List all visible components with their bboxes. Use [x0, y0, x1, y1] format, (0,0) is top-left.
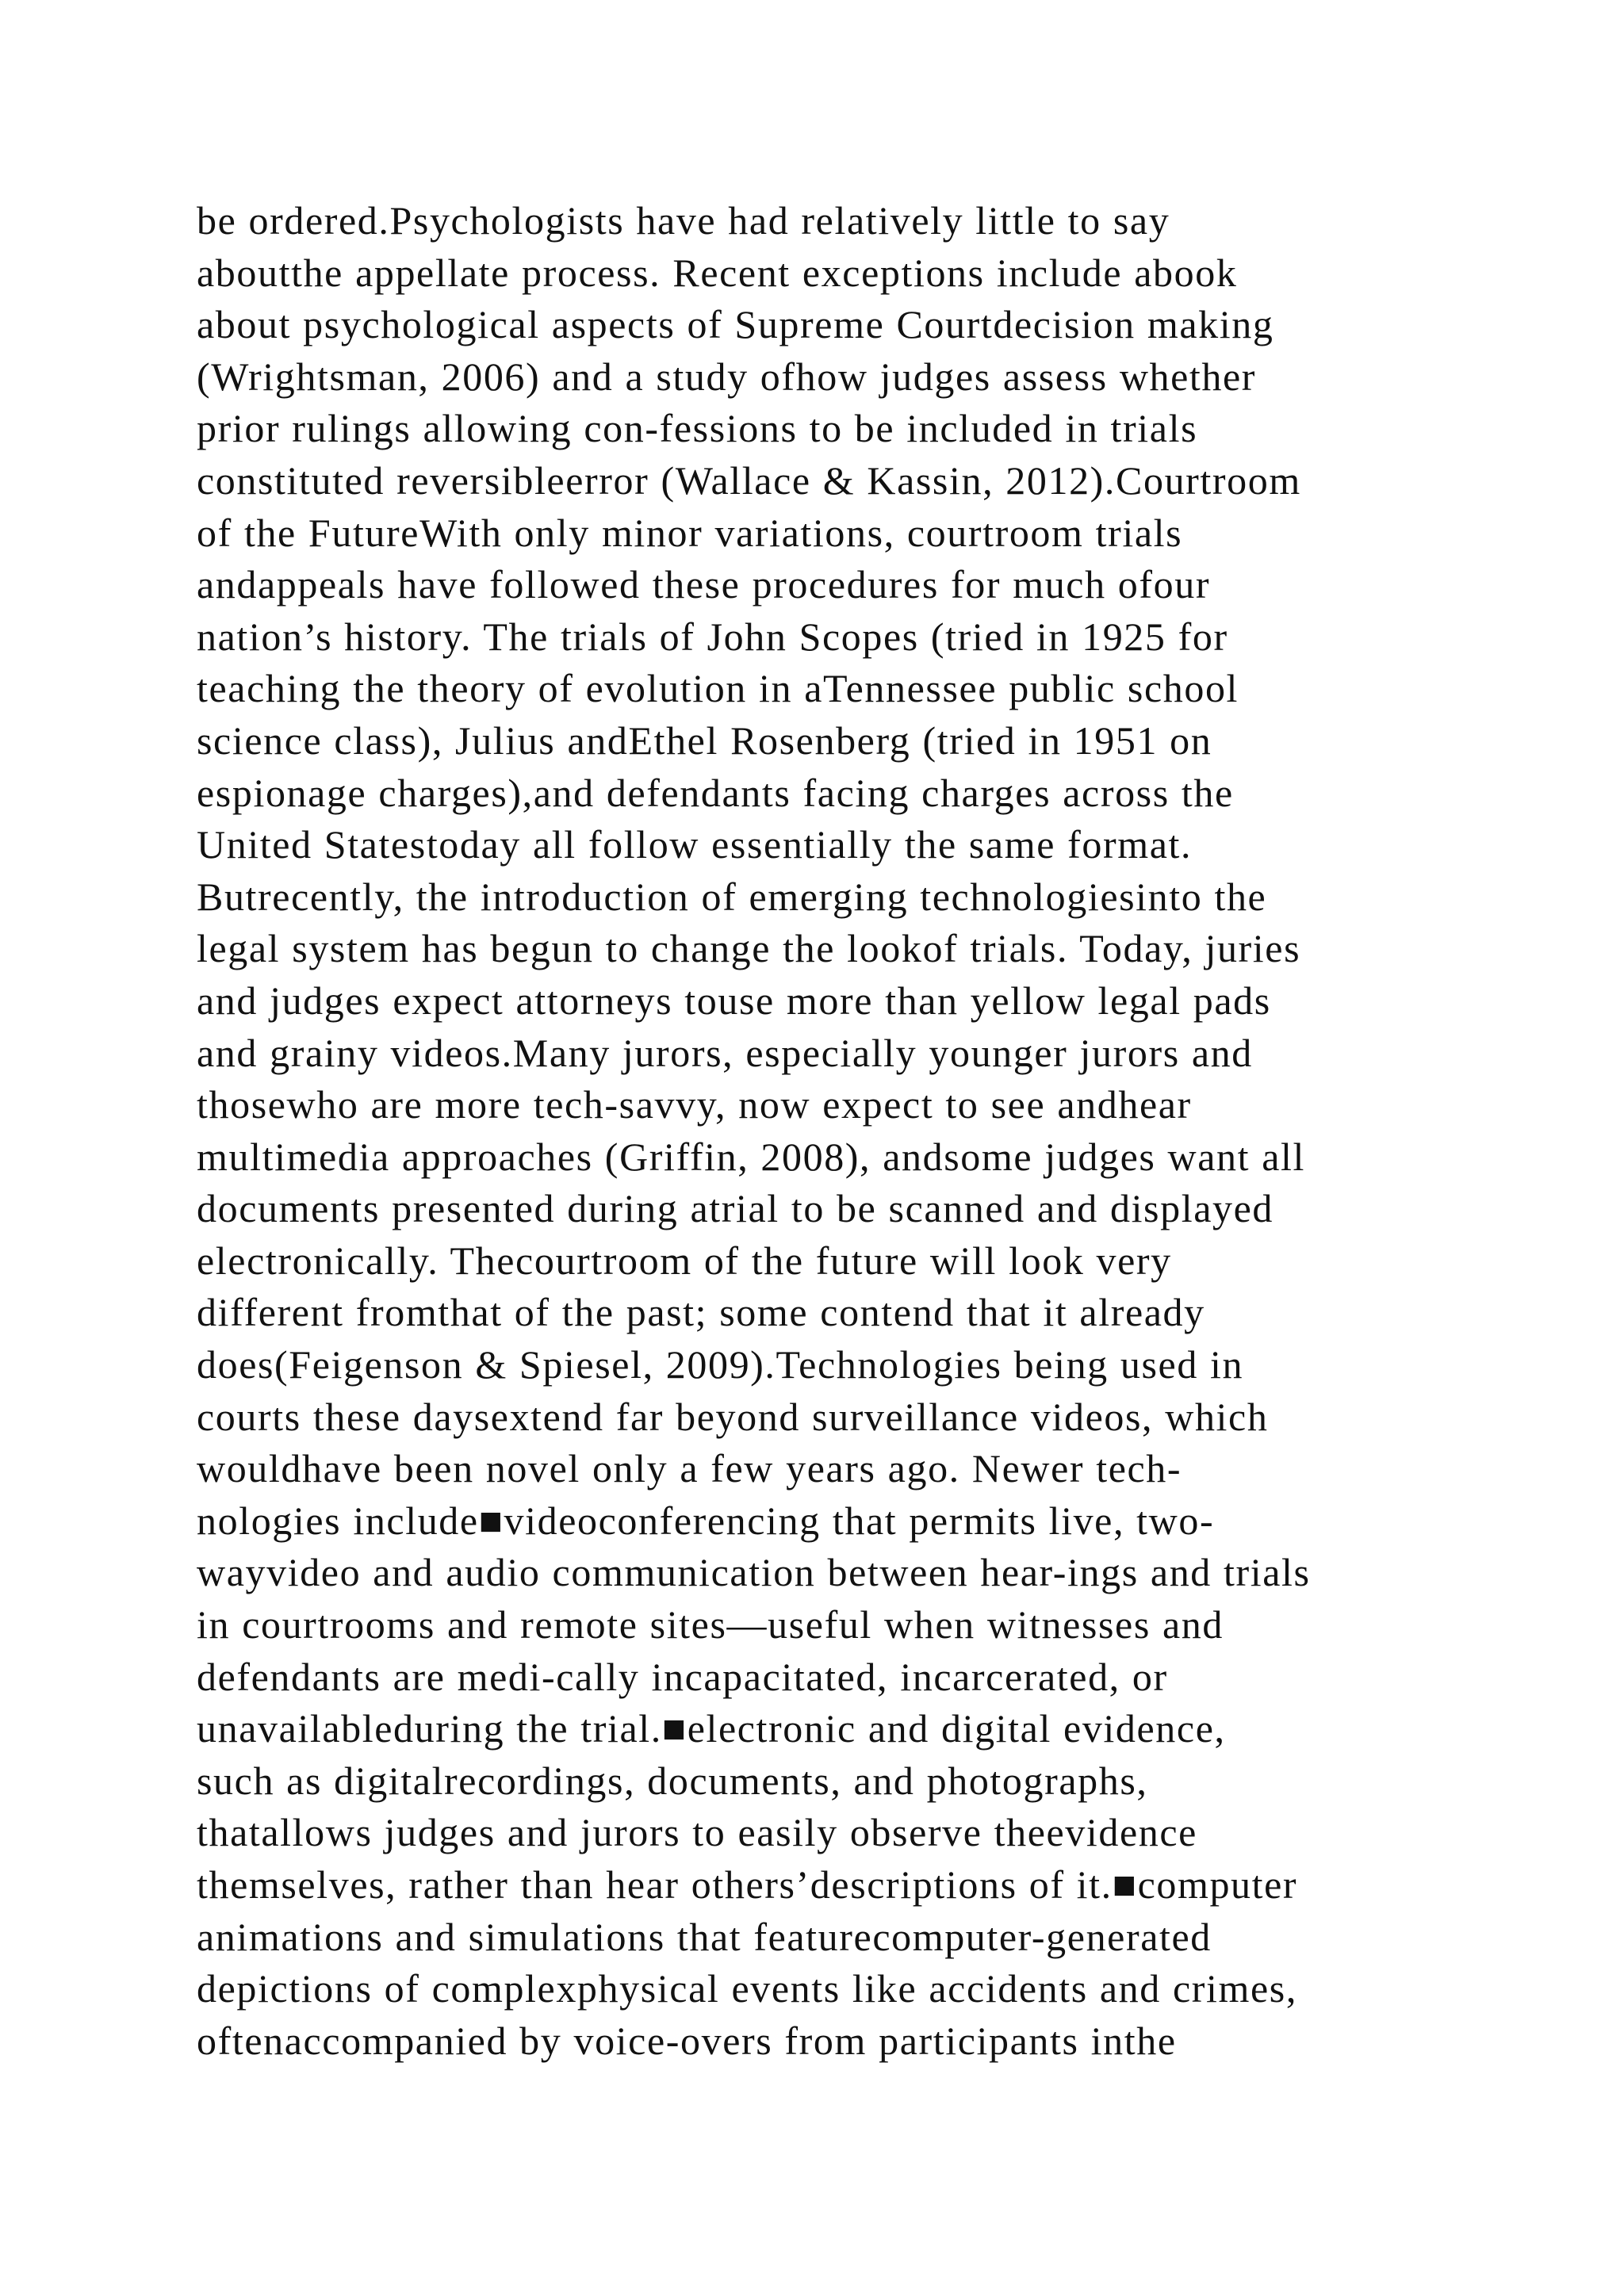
- text-line: United Statestoday all follow essentially the same format.: [197, 822, 1193, 867]
- text-line: constituted reversibleerror (Wallace & Kassin, 2012).Courtroom: [197, 457, 1301, 503]
- text-line: unavailableduring the trial.■electronic and digital evidence,: [197, 1706, 1226, 1751]
- text-line: science class), Julius andEthel Rosenberg (tried in 1951 on: [197, 718, 1212, 763]
- text-line: oftenaccompanied by voice-overs from participants inthe: [197, 2018, 1177, 2063]
- text-line: (Wrightsman, 2006) and a study ofhow judges assess whether: [197, 354, 1257, 399]
- text-line: does(Feigenson & Spiesel, 2009).Technologies being used in: [197, 1342, 1244, 1387]
- text-line: courts these daysextend far beyond surveillance videos, which: [197, 1394, 1269, 1439]
- text-line: and grainy videos.Many jurors, especially younger jurors and: [197, 1030, 1253, 1075]
- text-line: andappeals have followed these procedures for much ofour: [197, 562, 1211, 607]
- text-line: teaching the theory of evolution in aTennessee public school: [197, 666, 1239, 711]
- text-line: about psychological aspects of Supreme Courtdecision making: [197, 302, 1274, 347]
- text-line: espionage charges),and defendants facing charges across the: [197, 770, 1234, 815]
- text-line: animations and simulations that featurecomputer-generated: [197, 1914, 1212, 1959]
- text-line: defendants are medi-cally incapacitated, incarcerated, or: [197, 1654, 1168, 1699]
- text-line: thatallows judges and jurors to easily observe theevidence: [197, 1810, 1197, 1855]
- text-line: of the FutureWith only minor variations, courtroom trials: [197, 510, 1183, 555]
- text-line: electronically. Thecourtroom of the future will look very: [197, 1238, 1172, 1283]
- text-line: in courtrooms and remote sites—useful when witnesses and: [197, 1602, 1224, 1647]
- text-line: Butrecently, the introduction of emerging technologiesinto the: [197, 874, 1267, 919]
- text-line: such as digitalrecordings, documents, and photographs,: [197, 1758, 1148, 1803]
- text-line: nation’s history. The trials of John Scopes (tried in 1925 for: [197, 614, 1228, 659]
- text-line: legal system has begun to change the lookof trials. Today, juries: [197, 926, 1301, 971]
- text-line: documents presented during atrial to be scanned and displayed: [197, 1186, 1274, 1231]
- body-text: [197, 195, 1513, 2067]
- text-line: prior rulings allowing con-fessions to be included in trials: [197, 406, 1198, 451]
- text-line: and judges expect attorneys touse more than yellow legal pads: [197, 978, 1271, 1023]
- text-line: multimedia approaches (Griffin, 2008), andsome judges want all: [197, 1134, 1305, 1179]
- text-line: thosewho are more tech-savvy, now expect to see andhear: [197, 1082, 1192, 1127]
- text-line: nologies include■videoconferencing that permits live, two-: [197, 1498, 1215, 1543]
- text-line: be ordered.Psychologists have had relatively little to say: [197, 198, 1170, 243]
- text-line: aboutthe appellate process. Recent exceptions include abook: [197, 250, 1238, 295]
- text-line: themselves, rather than hear others’descriptions of it.■computer: [197, 1862, 1298, 1907]
- text-line: different fromthat of the past; some contend that it already: [197, 1290, 1205, 1335]
- text-line: wouldhave been novel only a few years ago. Newer tech-: [197, 1446, 1182, 1491]
- text-line: wayvideo and audio communication between hear-ings and trials: [197, 1550, 1311, 1595]
- text-line: depictions of complexphysical events like accidents and crimes,: [197, 1966, 1297, 2011]
